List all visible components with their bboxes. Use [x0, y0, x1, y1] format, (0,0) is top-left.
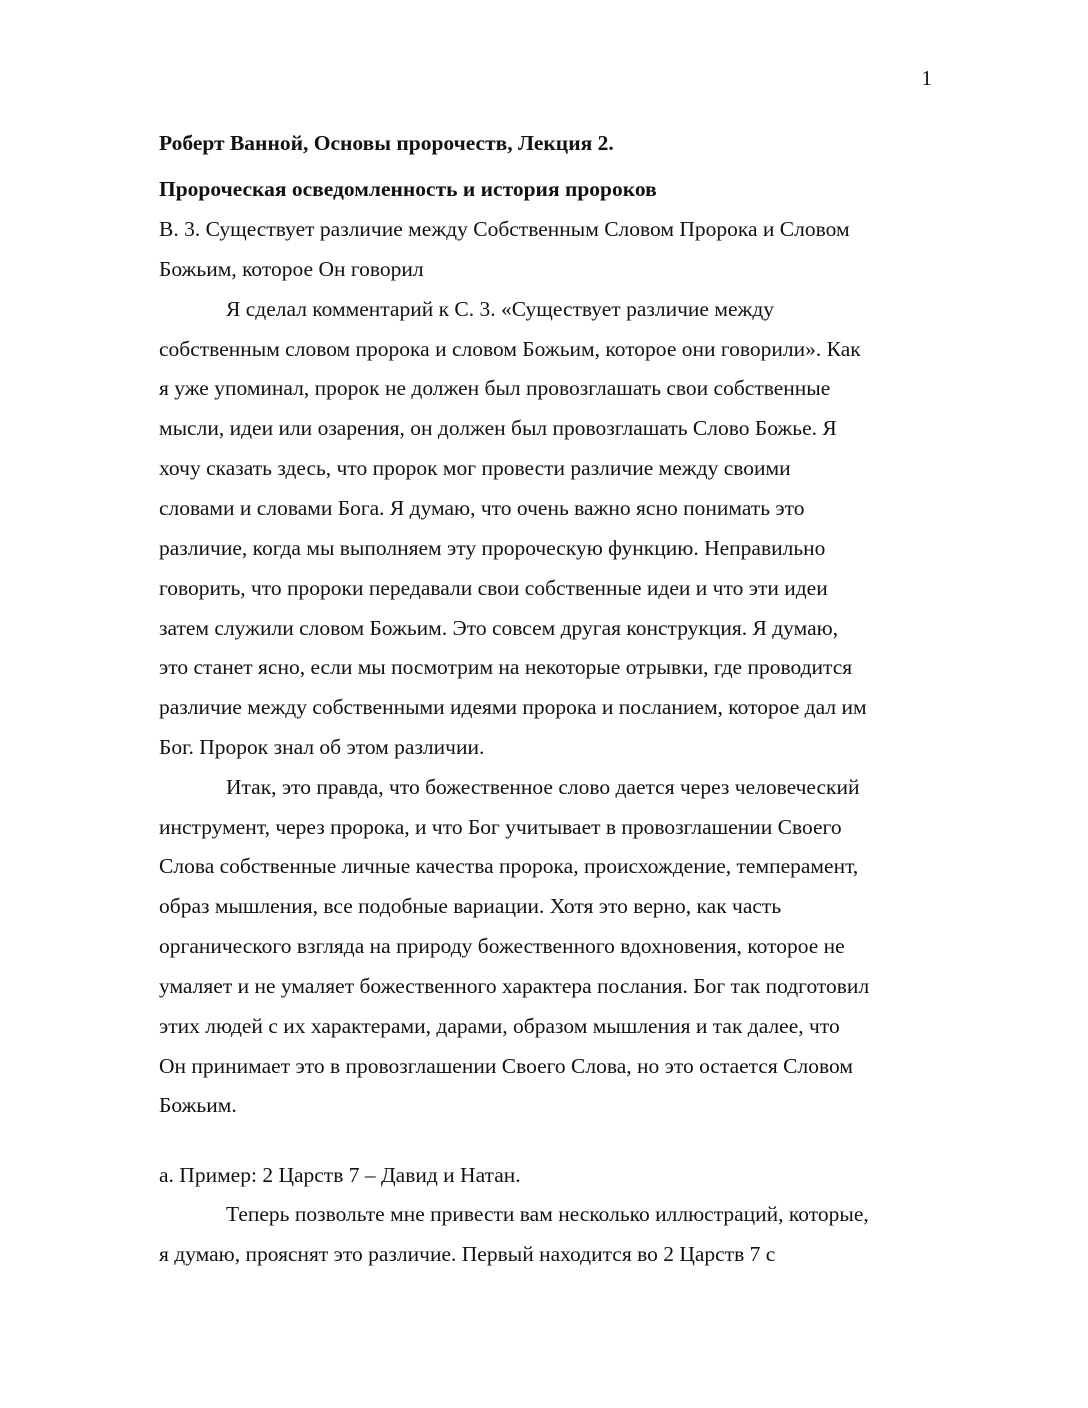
document-subtitle: Пророческая осведомленность и история пророков — [159, 177, 657, 201]
paragraph-line: говорить, что пророки передавали свои собственные идеи и что эти идеи — [159, 576, 828, 600]
section-heading-line: В. 3. Существует различие между Собственным Словом Пророка и Словом — [159, 217, 850, 241]
subsection-heading: а. Пример: 2 Царств 7 – Давид и Натан. — [159, 1163, 521, 1187]
paragraph-line: различие между собственными идеями пророка и посланием, которое дал им — [159, 695, 867, 719]
paragraph-line: Бог. Пророк знал об этом различии. — [159, 735, 485, 759]
paragraph-line: Теперь позвольте мне привести вам несколько иллюстраций, которые, — [226, 1202, 869, 1226]
document-title: Роберт Ванной, Основы пророчеств, Лекция 2. — [159, 131, 614, 155]
paragraph-line: это станет ясно, если мы посмотрим на некоторые отрывки, где проводится — [159, 655, 853, 679]
paragraph-line: этих людей с их характерами, дарами, образом мышления и так далее, что — [159, 1014, 840, 1038]
paragraph-line: различие, когда мы выполняем эту пророческую функцию. Неправильно — [159, 536, 826, 560]
paragraph-line: затем служили словом Божьим. Это совсем другая конструкция. Я думаю, — [159, 616, 839, 640]
paragraph-line: я думаю, прояснят это различие. Первый находится во 2 Царств 7 с — [159, 1242, 776, 1266]
paragraph-line: словами и словами Бога. Я думаю, что очень важно ясно понимать это — [159, 496, 805, 520]
paragraph-line: инструмент, через пророка, и что Бог учитывает в провозглашении Своего — [159, 815, 842, 839]
paragraph-line: Итак, это правда, что божественное слово дается через человеческий — [226, 775, 860, 799]
page-number: 1 — [921, 66, 932, 90]
paragraph-line: образ мышления, все подобные вариации. Хотя это верно, как часть — [159, 894, 782, 918]
paragraph-line: я уже упоминал, пророк не должен был провозглашать свои собственные — [159, 376, 831, 400]
paragraph-line: собственным словом пророка и словом Божьим, которое они говорили». Как — [159, 337, 861, 361]
paragraph-line: Божьим. — [159, 1093, 237, 1117]
paragraph-line: органического взгляда на природу божественного вдохновения, которое не — [159, 934, 845, 958]
paragraph-line: умаляет и не умаляет божественного характера послания. Бог так подготовил — [159, 974, 870, 998]
paragraph-line: Я сделал комментарий к С. 3. «Существует различие между — [226, 297, 775, 321]
paragraph-line: хочу сказать здесь, что пророк мог провести различие между своими — [159, 456, 791, 480]
paragraph-line: Слова собственные личные качества пророка, происхождение, темперамент, — [159, 854, 859, 878]
paragraph-line: Он принимает это в провозглашении Своего Слова, но это остается Словом — [159, 1054, 853, 1078]
section-heading-line: Божьим, которое Он говорил — [159, 257, 424, 281]
paragraph-line: мысли, идеи или озарения, он должен был провозглашать Слово Божье. Я — [159, 416, 837, 440]
